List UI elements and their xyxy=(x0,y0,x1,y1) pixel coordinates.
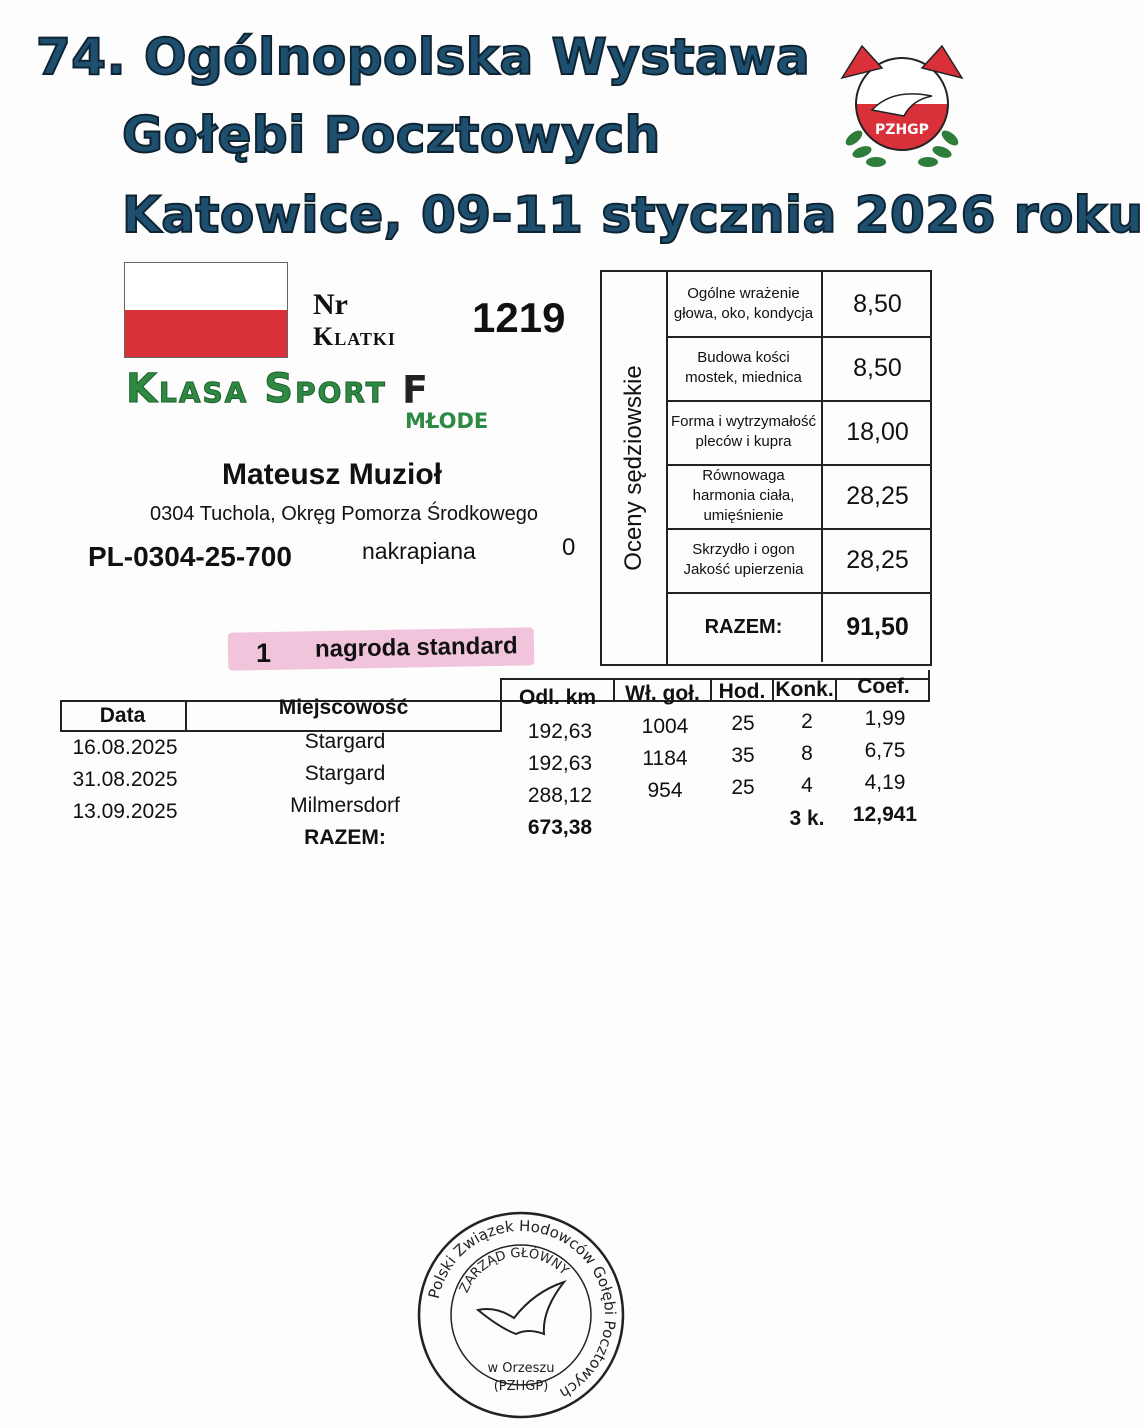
score-value: 8,50 xyxy=(853,289,902,318)
flight-konk: 8 xyxy=(801,742,813,765)
header-coef: Coef. xyxy=(857,675,910,698)
score-row xyxy=(666,528,930,594)
flight-fanciers: 35 xyxy=(731,744,755,767)
score-value: 28,25 xyxy=(846,481,909,510)
class-letter: F xyxy=(402,368,428,412)
stamp-inner-top: ZARZĄD GŁÓWNY xyxy=(457,1245,572,1296)
flight-fanciers: 25 xyxy=(731,712,755,735)
flight-place: Stargard xyxy=(304,730,386,753)
stamp-abbr: (PZHGP) xyxy=(493,1379,549,1394)
header-fanciers: Hod. xyxy=(718,680,766,703)
flight-km: 192,63 xyxy=(527,720,593,743)
award-label: nagroda standard xyxy=(314,632,518,663)
title-line-2: Gołębi Pocztowych xyxy=(122,106,661,164)
flight-konk: 2 xyxy=(801,710,813,733)
dove-icon xyxy=(478,1282,564,1334)
scores-side-label: Oceny sędziowskie xyxy=(602,272,668,664)
flight-date: 31.08.2025 xyxy=(72,768,178,791)
title-line-1: 74. Ogólnopolska Wystawa xyxy=(36,28,811,86)
pzhgp-logo-icon xyxy=(832,38,972,178)
score-total-label: RAZEM: xyxy=(666,592,823,662)
flight-place: Milmersdorf xyxy=(290,794,400,817)
cage-number: 1219 xyxy=(472,294,566,341)
logo-text: PZHGP xyxy=(875,122,929,138)
owner-name: Mateusz Muzioł xyxy=(222,458,443,491)
award-place: 1 xyxy=(256,638,272,668)
score-label: Forma i wytrzymałość pleców i kupra xyxy=(666,400,823,464)
flight-date: 13.09.2025 xyxy=(72,800,178,823)
flights-total-konk: 3 k. xyxy=(789,807,825,830)
score-row xyxy=(666,464,930,530)
score-label: Ogólne wrażenie głowa, oko, kondycja xyxy=(666,272,823,336)
score-row xyxy=(666,272,930,338)
header-birds: Wł. goł. xyxy=(625,682,700,705)
score-row xyxy=(666,336,930,402)
flight-coef: 4,19 xyxy=(864,771,906,794)
flight-birds: 1184 xyxy=(642,747,688,770)
score-value: 28,25 xyxy=(846,545,909,574)
pigeon-color: nakrapiana xyxy=(362,538,476,564)
title-line-3: Katowice, 09-11 stycznia 2026 roku xyxy=(122,186,1144,244)
flight-coef: 1,99 xyxy=(864,707,906,730)
flight-konk: 4 xyxy=(801,774,813,797)
flight-coef: 6,75 xyxy=(864,739,906,762)
klatki-label: Klatki xyxy=(313,322,396,351)
score-value: 8,50 xyxy=(853,353,902,382)
header-konk: Konk. xyxy=(775,678,834,701)
header-data: Data xyxy=(99,704,146,727)
score-row xyxy=(666,400,930,466)
flight-date: 16.08.2025 xyxy=(72,736,178,759)
score-label: Równowaga harmonia ciała, umięśnienie xyxy=(666,464,823,528)
ring-number: PL-0304-25-700 xyxy=(88,541,292,572)
score-total-value: 91,50 xyxy=(846,612,909,641)
flights-total-km: 673,38 xyxy=(527,816,593,839)
flight-km: 192,63 xyxy=(527,752,593,775)
class-name: Klasa Sport xyxy=(126,366,387,412)
flight-km: 288,12 xyxy=(527,784,593,807)
polish-flag-icon xyxy=(124,262,288,358)
class-category: MŁODE xyxy=(405,409,489,433)
judge-scores-table xyxy=(600,270,932,666)
flight-birds: 1004 xyxy=(641,715,689,738)
score-label: Budowa kości mostek, miednica xyxy=(666,336,823,400)
header-miejscowosc: Miejscowość xyxy=(278,696,409,719)
nr-label: Nr xyxy=(313,288,348,321)
extra-value: 0 xyxy=(562,534,576,561)
flight-birds: 954 xyxy=(647,779,683,802)
score-total-row xyxy=(666,592,930,662)
score-value: 18,00 xyxy=(846,417,909,446)
flight-place: Stargard xyxy=(304,762,386,785)
flights-total-label: RAZEM: xyxy=(304,826,386,849)
stamp-ring-text: Polski Związek Hodowców Gołębi Pocztowych xyxy=(424,1216,620,1403)
flight-fanciers: 25 xyxy=(731,776,755,799)
official-stamp xyxy=(416,1210,626,1420)
header-km: Odl. km xyxy=(518,686,597,709)
stamp-inner-bottom: w Orzeszu xyxy=(487,1361,555,1376)
score-label: Skrzydło i ogon Jakość upierzenia xyxy=(666,528,823,592)
flights-total-coef: 12,941 xyxy=(852,803,918,826)
owner-address: 0304 Tuchola, Okręg Pomorza Środkowego xyxy=(150,503,538,525)
